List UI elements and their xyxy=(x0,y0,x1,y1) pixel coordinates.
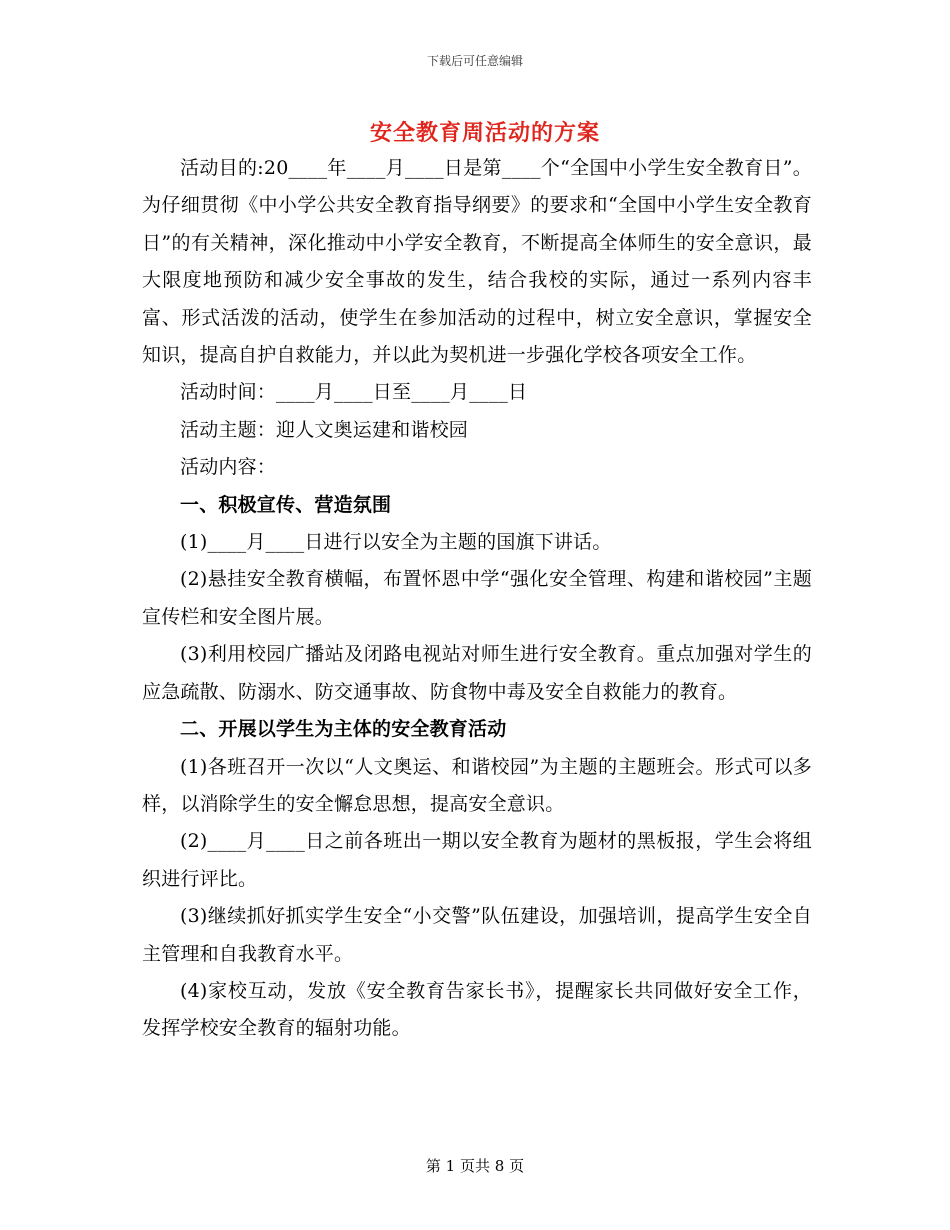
list-item: (4)家校互动，发放《安全教育告家长书》，提醒家长共同做好安全工作，发挥学校安全教育的辐射功能。 xyxy=(142,979,812,1040)
page-footer: 第 1 页共 8 页 xyxy=(425,1157,525,1175)
paragraph-content-label: 活动内容： xyxy=(180,456,277,479)
paragraph-time: 活动时间：____月____日至____月____日 xyxy=(180,381,528,404)
paragraph-purpose: 活动目的:20____年____月____日是第____个“全国中小学生安全教育日”。为仔细贯彻《中小学公共安全教育指导纲要》的要求和“全国中小学生安全教育日”的有关精神，深化推动中小学安全教育，不断提高全体师生的安全意识，最大限度地预防和减少安全事故的发生，结合我校的实际，通过一系列内容丰富、形式活泼的活动，使学生在参加活动的过程中，树立安全意识，掌握安全知识，提高自护自救能力，并以此为契机进一步强化学校各项安全工作。 xyxy=(142,157,812,367)
list-item: (3)利用校园广播站及闭路电视站对师生进行安全教育。重点加强对学生的应急疏散、防溺水、防交通事故、防食物中毒及安全自救能力的教育。 xyxy=(142,643,812,703)
document-title: 安全教育周活动的方案 xyxy=(369,120,600,146)
paragraph-theme: 活动主题：迎人文奥运建和谐校园 xyxy=(180,418,469,441)
section-heading-2: 二、开展以学生为主体的安全教育活动 xyxy=(180,718,507,741)
list-item: (1)____月____日进行以安全为主题的国旗下讲话。 xyxy=(180,531,612,554)
document-body xyxy=(142,150,812,1048)
list-item: (2)悬挂安全教育横幅，布置怀恩中学“强化安全管理、构建和谐校园”主题宣传栏和安全图片展。 xyxy=(142,568,812,628)
list-item: (2)____月____日之前各班出一期以安全教育为题材的黑板报，学生会将组织进行评比。 xyxy=(142,830,812,890)
section-heading-1: 一、积极宣传、营造氛围 xyxy=(180,493,392,516)
list-item: (1)各班召开一次以“人文奥运、和谐校园”为主题的主题班会。形式可以多样，以消除学生的安全懈怠思想，提高安全意识。 xyxy=(142,755,812,815)
page-header: 下载后可任意编辑 xyxy=(426,54,523,68)
list-item: (3)继续抓好抓实学生安全“小交警”队伍建设，加强培训，提高学生安全自主管理和自我教育水平。 xyxy=(142,905,812,965)
